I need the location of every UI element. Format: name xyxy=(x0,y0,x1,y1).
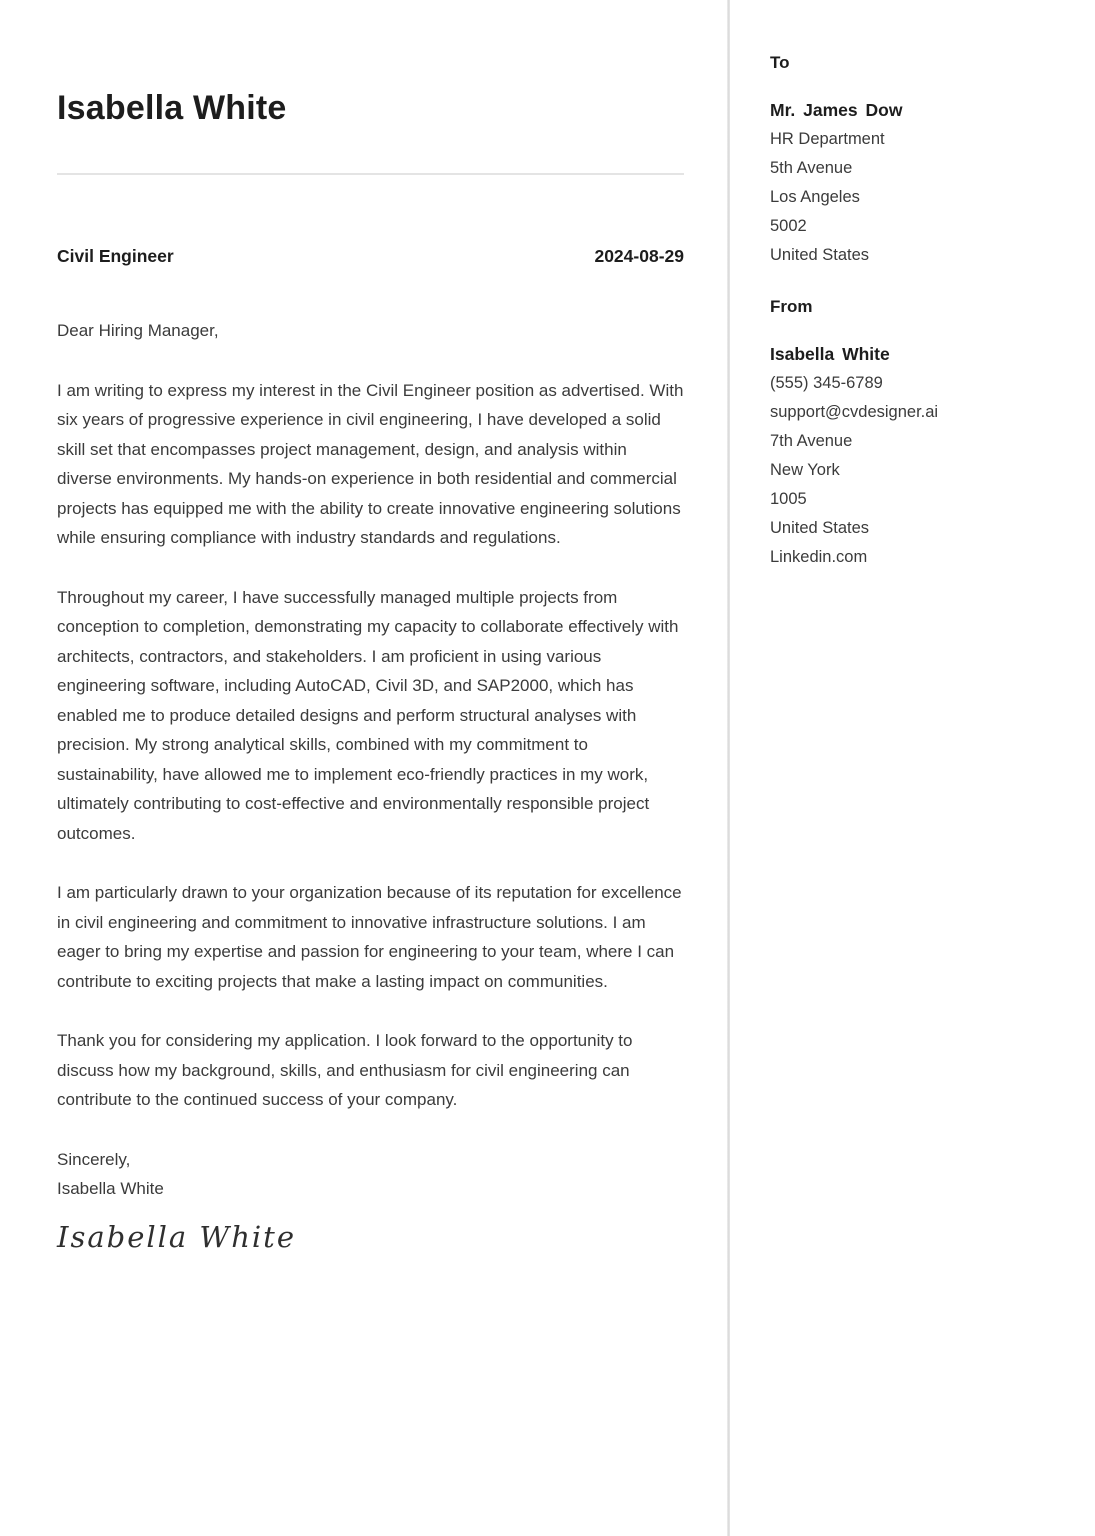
letter-paragraph: Throughout my career, I have successfully managed multiple projects from conception to completion, demonstrating my capacity to collaborate effectively with architects, contractors, and stakeholders. I am proficient in using various engineering software, including AutoCAD, Civil 3D, and SAP2000, which has enabled me to produce detailed designs and perform structural analyses with precision. My strong analytical skills, combined with my commitment to sustainability, have allowed me to implement eco-friendly practices in my work, ultimately contributing to cost-effective and environmentally responsible project outcomes. xyxy=(57,587,679,843)
sender-phone: (555) 345-6789 xyxy=(770,374,883,392)
sender-email: support@cvdesigner.ai xyxy=(770,403,939,421)
sender-city: New York xyxy=(770,461,840,479)
recipient-city: Los Angeles xyxy=(770,188,860,206)
contact-sidebar xyxy=(770,52,1070,572)
letter-paragraph: I am particularly drawn to your organization because of its reputation for excellence in civil engineering and commitment to innovative infrastructure solutions. I am eager to bring my expertise and passion for engineering to your team, where I can contribute to exciting projects that make a lasting impact on communities. xyxy=(57,883,682,991)
from-label: From xyxy=(770,297,813,316)
from-section xyxy=(770,296,1070,572)
page-edge-divider xyxy=(727,0,730,1536)
closing-name: Isabella White xyxy=(57,1179,164,1198)
recipient-department: HR Department xyxy=(770,130,885,148)
letter-paragraph: Thank you for considering my application. I look forward to the opportunity to discuss how my background, skills, and enthusiasm for civil engineering can contribute to the continued success of your company. xyxy=(57,1031,633,1109)
sender-street: 7th Avenue xyxy=(770,432,853,450)
closing-block xyxy=(57,1145,684,1204)
to-label: To xyxy=(770,53,790,72)
letter-paragraph: I am writing to express my interest in the Civil Engineer position as advertised. With six years of progressive experience in civil engineering, I have developed a solid skill set that encompasses project management, design, and analysis within diverse environments. My hands-on experience in both residential and commercial projects has equipped me with the ability to create innovative engineering solutions while ensuring compliance with industry standards and regulations. xyxy=(57,380,684,547)
recipient-street: 5th Avenue xyxy=(770,159,853,177)
letter-meta-row xyxy=(57,246,684,267)
closing-salutation: Sincerely, xyxy=(57,1149,131,1169)
to-section xyxy=(770,52,1070,270)
greeting: Dear Hiring Manager, xyxy=(57,321,219,340)
sender-zip: 1005 xyxy=(770,490,807,508)
header-divider xyxy=(57,173,684,175)
letter-page xyxy=(57,0,684,1254)
handwritten-signature: Isabella White xyxy=(57,1219,296,1254)
recipient-country: United States xyxy=(770,246,870,264)
sender-linkedin: Linkedin.com xyxy=(770,548,868,566)
recipient-zip: 5002 xyxy=(770,217,807,235)
letter-date: 2024-08-29 xyxy=(594,246,684,266)
sender-name: Isabella White xyxy=(770,344,890,364)
recipient-name: Mr. James Dow xyxy=(770,100,903,120)
applicant-name-title: Isabella White xyxy=(57,89,287,127)
sender-country: United States xyxy=(770,519,870,537)
job-title: Civil Engineer xyxy=(57,246,174,266)
